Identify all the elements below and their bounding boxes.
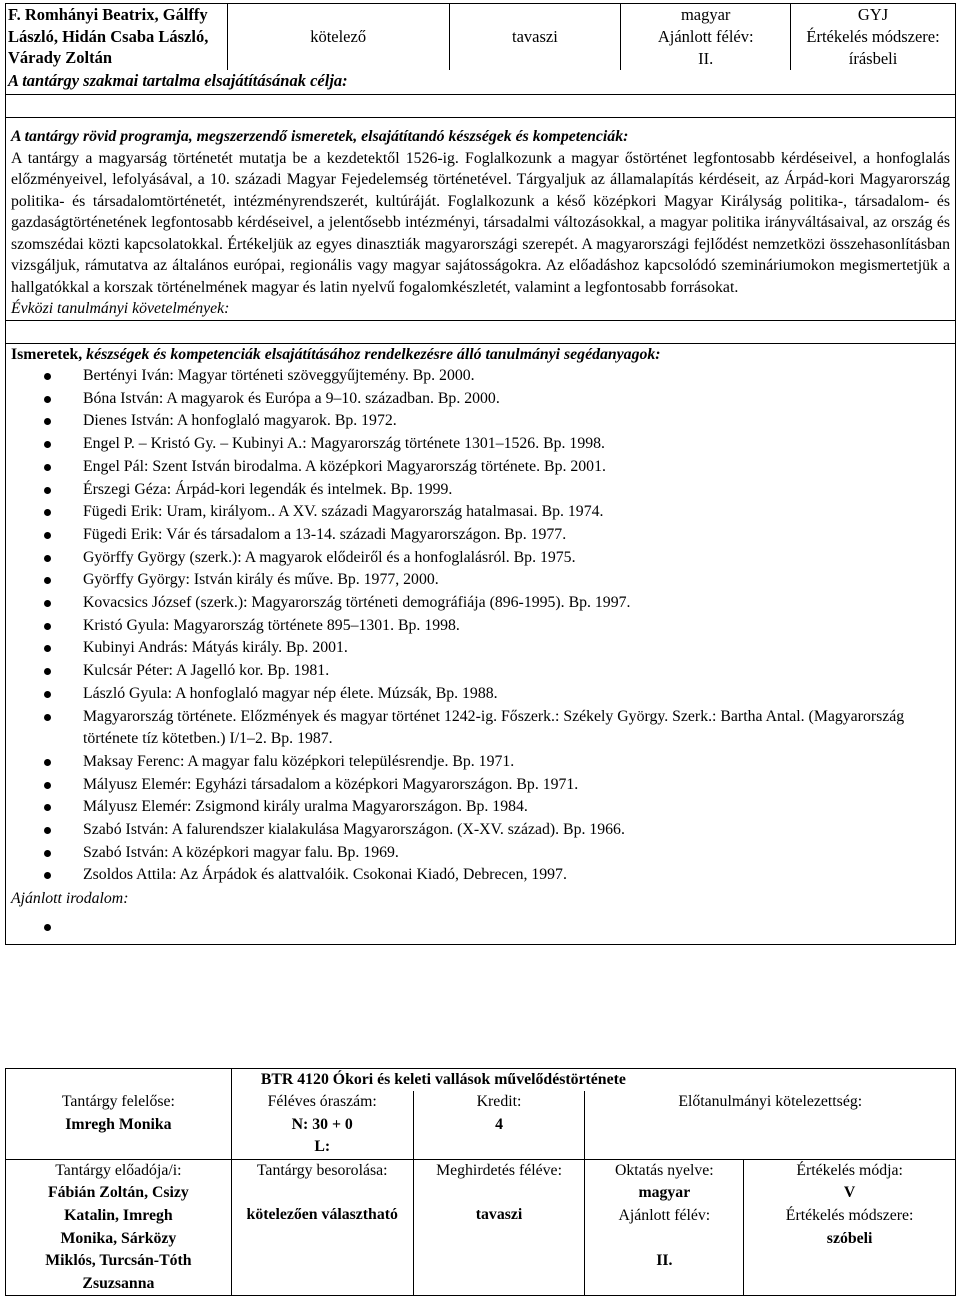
course1-resources-cell — [6, 343, 956, 944]
bibliography-item: Györffy György (szerk.): A magyarok elődeiről és a honfoglalásról. Bp. 1975. — [83, 547, 950, 570]
course2-lecturers: Fábián Zoltán, Csizy Katalin, Imregh Monika, Sárközy Miklós, Turcsán-Tóth Zsuzsanna — [45, 1184, 192, 1292]
course1-type: kötelező — [227, 4, 449, 71]
course2-credit-cell — [413, 1091, 585, 1159]
course2-grading-label: Értékelés módja: — [796, 1161, 903, 1179]
course1-goal-body-row — [6, 95, 956, 118]
course2-row-1 — [6, 1091, 956, 1159]
course2-row-2 — [6, 1159, 956, 1296]
course1-semester: tavaszi — [449, 4, 621, 71]
course1-resources-row — [6, 343, 956, 944]
course1-recommended-semester-value: II. — [698, 49, 714, 68]
course2-assessment-value: szóbeli — [826, 1229, 873, 1247]
bibliography-list — [11, 365, 950, 887]
course2-lecturer-cell — [6, 1159, 232, 1296]
course2-classification-cell — [231, 1159, 413, 1296]
course2-assessment-label: Értékelés módszere: — [785, 1206, 914, 1224]
bibliography-item: Kristó Gyula: Magyarország története 895–1301. Bp. 1998. — [83, 615, 950, 638]
course1-resources-heading — [11, 344, 950, 366]
course-table-1 — [5, 3, 956, 945]
bibliography-item: Maksay Ferenc: A magyar falu középkori településrendje. Bp. 1971. — [83, 751, 950, 774]
course2-announced-cell — [413, 1159, 585, 1296]
course1-resources-heading-plain: Ismeretek, — [11, 345, 83, 363]
course2-announced-label: Meghirdetés féléve: — [436, 1161, 562, 1179]
course1-language-cell — [621, 4, 791, 71]
course2-responsible-cell — [6, 1091, 232, 1159]
bibliography-item: Kovacsics József (szerk.): Magyarország történeti demográfiája (896-1995). Bp. 1997. — [83, 592, 950, 615]
course1-requirements-body-row — [6, 320, 956, 343]
course1-grading-cell — [791, 4, 956, 71]
bibliography-item: Engel P. – Kristó Gy. – Kubinyi A.: Magyarország története 1301–1526. Bp. 1998. — [83, 433, 950, 456]
course1-program-heading: A tantárgy rövid programja, megszerzendő ismeretek, elsajátítandó készségek és kompetenciák: — [11, 128, 629, 145]
recommended-literature-empty-item — [83, 916, 950, 938]
course2-credit-value: 4 — [495, 1115, 503, 1133]
course2-prereq-cell — [585, 1091, 956, 1159]
course1-program-row — [6, 118, 956, 321]
bibliography-item: Fügedi Erik: Uram, királyom.. A XV. századi Magyarország hatalmasai. Bp. 1974. — [83, 501, 950, 524]
course2-title: BTR 4120 Ókori és keleti vallások művelődéstörténete — [231, 1069, 955, 1092]
recommended-literature-list — [11, 916, 950, 938]
course1-program-cell — [6, 118, 956, 321]
course2-title-row — [6, 1069, 956, 1092]
course2-hours-label: Féléves óraszám: — [267, 1093, 377, 1110]
course2-grading-cell — [744, 1159, 956, 1296]
course1-recommended-semester-label: Ajánlott félév: — [657, 27, 754, 46]
bibliography-item: Fügedi Erik: Vár és társadalom a 13-14. századi Magyarországon. Bp. 1977. — [83, 524, 950, 547]
course2-language-cell — [585, 1159, 744, 1296]
bibliography-item: Magyarország története. Előzmények és magyar történet 1242-ig. Főszerk.: Székely György. Szerk.: Bartha Antal. (Magyarország története tíz kötetben.) I/1–2. Bp. 1987. — [83, 706, 950, 751]
course2-responsible-label: Tantárgy felelőse: — [61, 1093, 175, 1110]
course2-hours-l: L: — [314, 1138, 331, 1156]
bibliography-item: Györffy György: István király és műve. Bp. 1977, 2000. — [83, 569, 950, 592]
course1-recommended-literature-heading: Ajánlott irodalom: — [11, 890, 129, 908]
course2-classification-value: kötelezően választható — [246, 1206, 398, 1224]
course2-hours-n: N: 30 + 0 — [291, 1115, 353, 1133]
bibliography-item: Zsoldos Attila: Az Árpádok és alattvalóik. Csokonai Kiadó, Debrecen, 1997. — [83, 864, 950, 887]
course2-language-value: magyar — [638, 1184, 691, 1202]
bibliography-item: Bóna István: A magyarok és Európa a 9–10. században. Bp. 2000. — [83, 388, 950, 411]
course2-classification-label: Tantárgy besorolása: — [256, 1161, 388, 1179]
bibliography-item: Bertényi Iván: Magyar történeti szöveggyűjtemény. Bp. 2000. — [83, 365, 950, 388]
course2-lecturer-label: Tantárgy előadója/i: — [55, 1161, 182, 1179]
course2-recommended-semester-label: Ajánlott félév: — [618, 1206, 711, 1224]
course2-prereq-label: Előtanulmányi kötelezettség: — [678, 1093, 863, 1110]
course2-responsible-value: Imregh Monika — [65, 1115, 172, 1133]
course1-header-row — [6, 4, 956, 71]
course1-requirements-body — [6, 320, 956, 343]
bibliography-item: Mályusz Elemér: Zsigmond király uralma Magyarországon. Bp. 1984. — [83, 796, 950, 819]
course1-instructors: F. Romhányi Beatrix, Gálffy László, Hidán Csaba László, Várady Zoltán — [6, 4, 228, 71]
bibliography-item: Kulcsár Péter: A Jagelló kor. Bp. 1981. — [83, 660, 950, 683]
course1-program-text: A tantárgy a magyarság történetét mutatja be a kezdetektől 1526-ig. Foglalkozunk a magyar őstörténet legfontosabb kérdéseivel, a honfoglalás előzményeivel, lefolyásával, a 10. századi Magyar Fejedelemség történetével. Tárgyaljuk az államalapítás kérdéseit, az Árpád-kori Magyarország politika- és társadalomtörténetét, intézményrendszerét, kultúráját. Foglalkozunk a késő középkori Magyar Királyság politika-, társadalom- és gazdaságtörténetének legfontosabb kérdéseivel, a jelentősebb intézményi, társadalmi változásokkal, a magyar politika irányváltásaival, az ország és szomszédai közti kapcsolatokkal. Értékeljük az egyes dinasztiák magyarországi szerepét. A magyarországi fejlődést nemzetközi összehasonlításban vizsgáljuk, rámutatva az általános európai, regionális vagy magyar sajátosságokra. Az előadáshoz kapcsolódó szemináriumokon megismertetjük a hallgatókkal a korszak történelmének magyar és latin nyelvű fogalomkészletét, valamint a legfontosabb forrásokat. — [11, 149, 950, 296]
course1-requirements-heading: Évközi tanulmányi követelmények: — [11, 300, 230, 317]
course1-grading-code: GYJ — [857, 5, 889, 24]
course1-assessment-label: Értékelés módszere: — [806, 27, 940, 46]
course1-goal-heading-row — [6, 70, 956, 95]
course1-goal-body — [6, 95, 956, 118]
bibliography-item: Engel Pál: Szent István birodalma. A középkori Magyarország története. Bp. 2001. — [83, 456, 950, 479]
course2-hours-cell — [231, 1091, 413, 1159]
bibliography-item: Érszegi Géza: Árpád-kori legendák és intelmek. Bp. 1999. — [83, 479, 950, 502]
bibliography-item: Mályusz Elemér: Egyházi társadalom a középkori Magyarországon. Bp. 1971. — [83, 774, 950, 797]
bibliography-item: Szabó István: A középkori magyar falu. Bp. 1969. — [83, 842, 950, 865]
course2-credit-label: Kredit: — [476, 1093, 522, 1110]
course2-grading-value: V — [843, 1184, 856, 1202]
bibliography-item: Dienes István: A honfoglaló magyarok. Bp. 1972. — [83, 410, 950, 433]
course1-resources-heading-italic: készségek és kompetenciák elsajátításához rendelkezésre álló tanulmányi segédanyagok: — [86, 345, 661, 363]
course2-announced-value: tavaszi — [475, 1206, 523, 1224]
course2-title-blank — [6, 1069, 232, 1092]
bibliography-item: László Gyula: A honfoglaló magyar nép élete. Múzsák, Bp. 1988. — [83, 683, 950, 706]
course1-language: magyar — [680, 5, 731, 24]
course-table-2 — [5, 1068, 956, 1296]
bibliography-item: Kubinyi András: Mátyás király. Bp. 2001. — [83, 637, 950, 660]
course1-assessment-value: írásbeli — [848, 49, 898, 68]
bibliography-item: Szabó István: A falurendszer kialakulása Magyarországon. (X-XV. század). Bp. 1966. — [83, 819, 950, 842]
course2-language-label: Oktatás nyelve: — [614, 1161, 714, 1179]
course2-recommended-semester-value: II. — [656, 1251, 673, 1269]
course1-goal-heading: A tantárgy szakmai tartalma elsajátításának célja: — [6, 70, 956, 95]
